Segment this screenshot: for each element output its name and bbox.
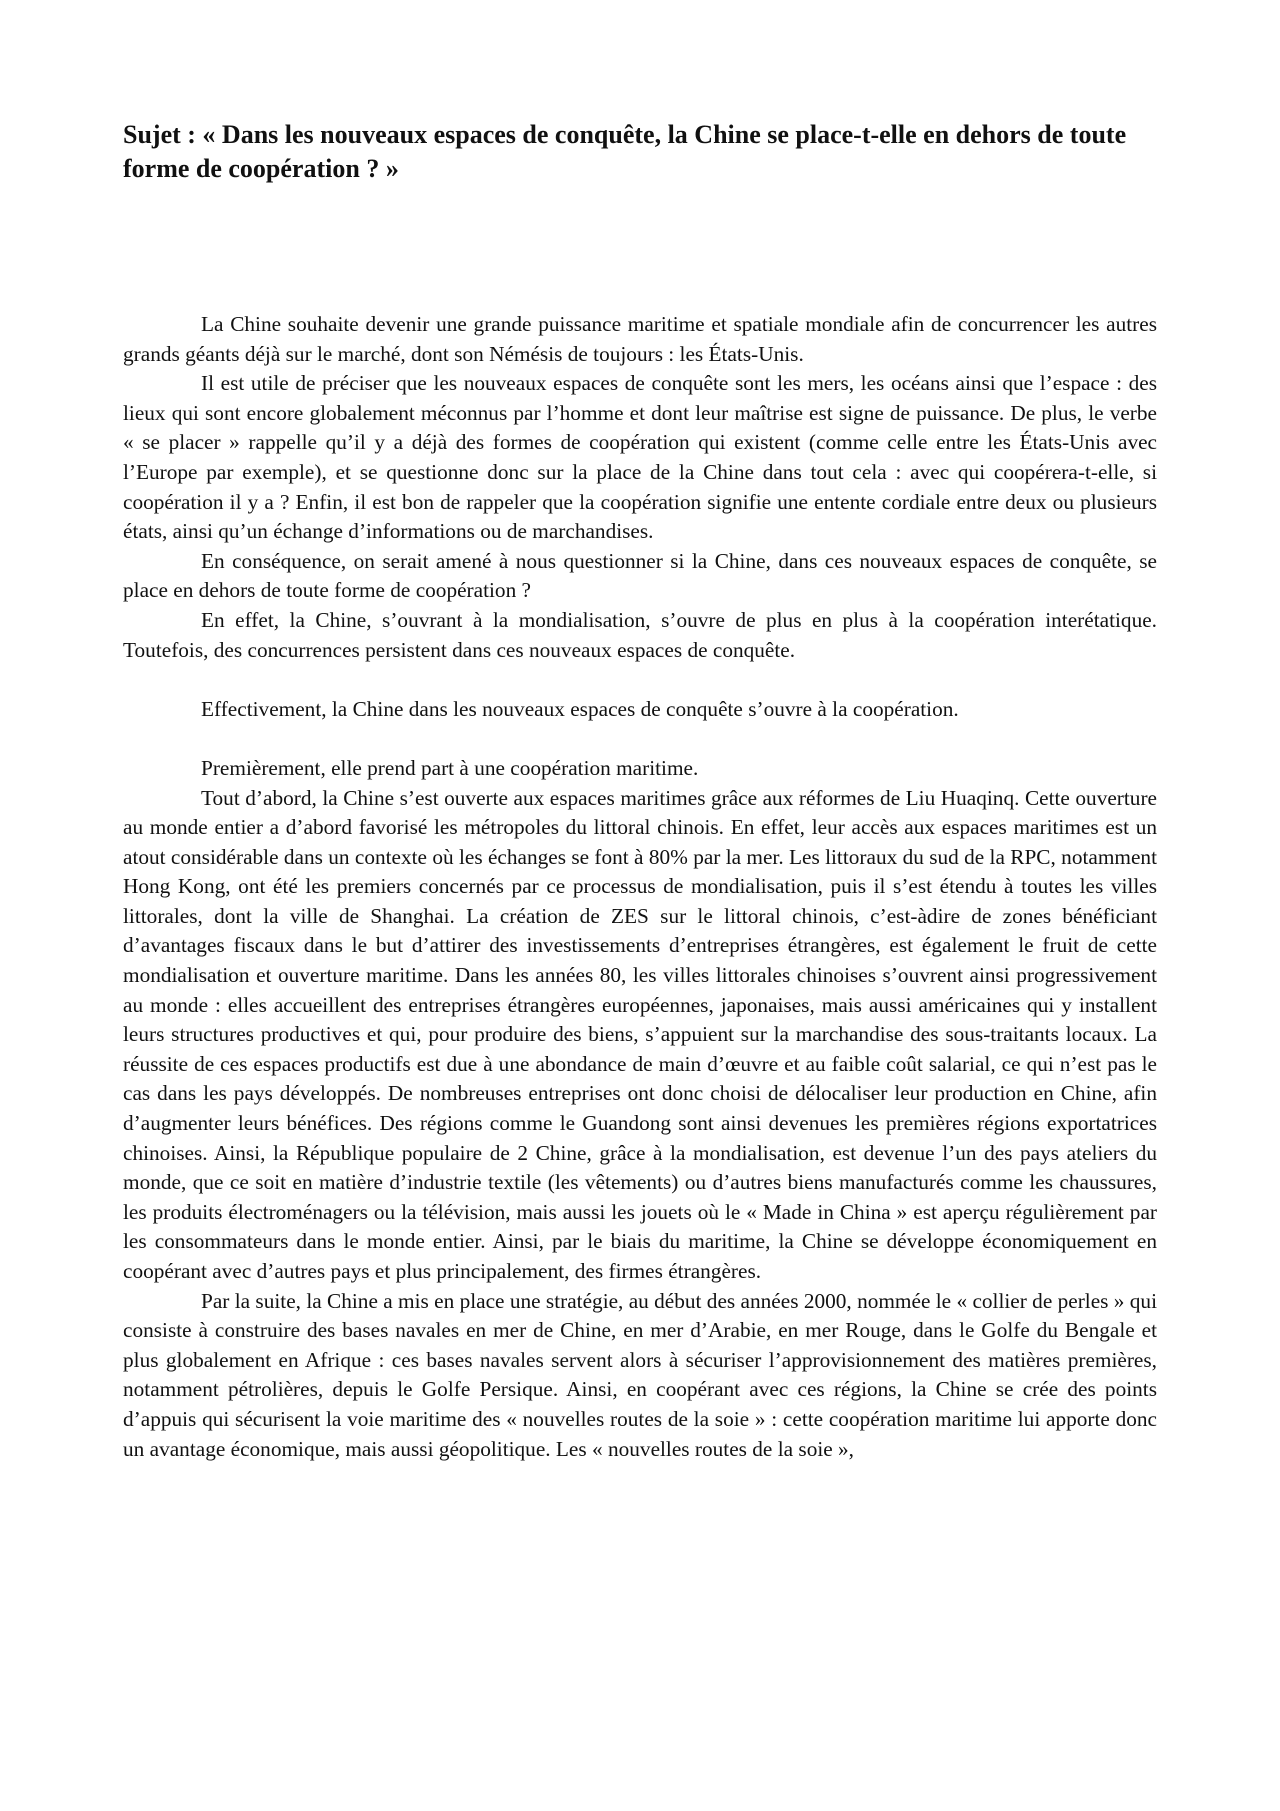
paragraph-definitions: Il est utile de préciser que les nouveaux espaces de conquête sont les mers, les océans ainsi que l’espace : des lieux qui sont encore globalement méconnus par l’homme et dont leur maîtrise est signe de puissance. De plus, le verbe « se placer » rappelle qu’il y a déjà des formes de coopération qui existent (comme celle entre les États-Unis avec l’Europe par exemple), et se questionne donc sur la place de la Chine dans tout cela : avec qui coopérera-t-elle, si coopération il y a ? Enfin, il est bon de rappeler que la coopération signifie une entente cordiale entre deux ou plusieurs états, ainsi qu’un échange d’informations ou de marchandises. bbox=[123, 371, 1157, 544]
paragraph-intro: La Chine souhaite devenir une grande puissance maritime et spatiale mondiale afin de concurrencer les autres grands géants déjà sur le marché, dont son Némésis de toujours : les États-Unis. bbox=[123, 312, 1157, 366]
paragraph-announcement: En effet, la Chine, s’ouvrant à la mondialisation, s’ouvre de plus en plus à la coopération interétatique. Toutefois, des concurrences persistent dans ces nouveaux espaces de conquête. bbox=[123, 607, 1157, 662]
paragraph-spacer bbox=[123, 724, 1157, 754]
paragraph-subpart-one: Premièrement, elle prend part à une coopération maritime. bbox=[201, 755, 699, 780]
paragraph-string-of-pearls: Par la suite, la Chine a mis en place une stratégie, au début des années 2000, nommée le « collier de perles » qui consiste à construire des bases navales en mer de Chine, en mer d’Arabie, en mer Rouge, dans le Golfe du Bengale et plus globalement en Afrique : ces bases navales servent alors à sécuriser l’approvisionnement des matières premières, notamment pétrolières, depuis le Golfe Persique. Ainsi, en coopérant avec ces régions, la Chine se crée des points d’appuis qui sécurisent la voie maritime des « nouvelles routes de la soie » : cette coopération maritime lui apporte donc un avantage économique, mais aussi géopolitique. Les « nouvelles routes de la soie », bbox=[123, 1288, 1157, 1461]
document-page bbox=[123, 118, 1157, 1461]
paragraph-spacer bbox=[123, 665, 1157, 695]
paragraph-part-one: Effectivement, la Chine dans les nouveaux espaces de conquête s’ouvre à la coopération. bbox=[201, 696, 959, 721]
paragraph-problematic: En conséquence, on serait amené à nous questionner si la Chine, dans ces nouveaux espaces de conquête, se place en dehors de toute forme de coopération ? bbox=[123, 548, 1157, 603]
paragraph-maritime-opening: Tout d’abord, la Chine s’est ouverte aux espaces maritimes grâce aux réformes de Liu Huaqinq. Cette ouverture au monde entier a d’abord favorisé les métropoles du littoral chinois. En effet, leur accès aux espaces maritimes est un atout considérable dans un contexte où les échanges se font à 80% par la mer. Les littoraux du sud de la RPC, notamment Hong Kong, ont été les premiers concernés par ce processus de mondialisation, puis il s’est étendu à toutes les villes littorales, dont la ville de Shanghai. La création de ZES sur le littoral chinois, c’est-àdire de zones bénéficiant d’avantages fiscaux dans le but d’attirer des investissements d’entreprises étrangères, est également le fruit de cette mondialisation et ouverture maritime. Dans les années 80, les villes littorales chinoises s’ouvrent ainsi progressivement au monde : elles accueillent des entreprises étrangères européennes, japonaises, mais aussi américaines qui y installent leurs structures productives et qui, pour produire des biens, s’appuient sur la marchandise des sous-traitants locaux. La réussite de ces espaces productifs est due à une abondance de main d’œuvre et au faible coût salarial, ce qui n’est pas le cas dans les pays développés. De nombreuses entreprises ont donc choisi de délocaliser leur production en Chine, afin d’augmenter leurs bénéfices. Des régions comme le Guandong sont ainsi devenues les premières régions exportatrices chinoises. Ainsi, la République populaire de 2 Chine, grâce à la mondialisation, est devenue l’un des pays ateliers du monde, que ce soit en matière d’industrie textile (les vêtements) ou d’autres biens manufacturés comme les chaussures, les produits électroménagers ou la télévision, mais aussi les jouets où le « Made in China » est aperçu régulièrement par les consommateurs dans le monde entier. Ainsi, par le biais du maritime, la Chine se développe économiquement en coopérant avec d’autres pays et plus principalement, des firmes étrangères. bbox=[123, 785, 1157, 1283]
document-title: Sujet : « Dans les nouveaux espaces de conquête, la Chine se place-t-elle en dehors de toute forme de coopération ? » bbox=[123, 120, 1127, 183]
document-body bbox=[123, 310, 1157, 1464]
